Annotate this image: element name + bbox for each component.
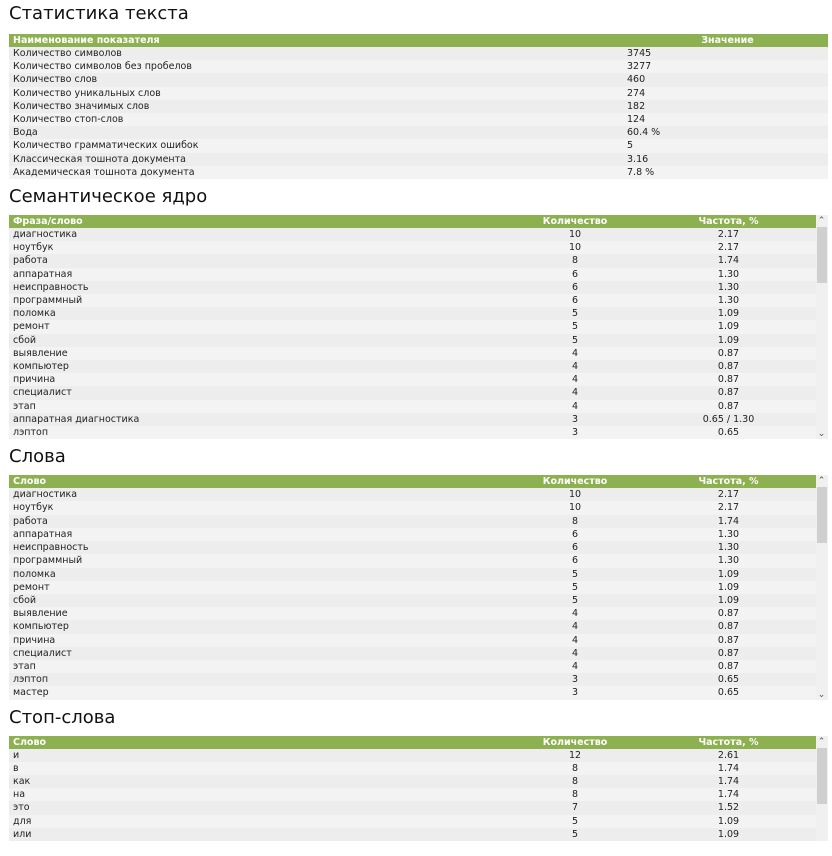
count-cell: 4: [571, 374, 579, 386]
frequency-cell: 1.30: [717, 555, 740, 567]
table-row: [9, 515, 816, 528]
count-cell: 8: [571, 515, 579, 527]
count-cell: 5: [571, 815, 579, 827]
count-cell: 12: [568, 749, 582, 761]
word-cell: и: [13, 749, 20, 761]
count-cell: 10: [568, 489, 582, 501]
words-title: Слова: [9, 446, 66, 468]
frequency-cell: 1.09: [717, 828, 740, 840]
stat-value: 274: [627, 87, 646, 99]
stat-name: Количество грамматических ошибок: [13, 140, 199, 152]
table-row: [9, 268, 816, 281]
count-cell: 6: [571, 542, 579, 554]
chevron-down-icon[interactable]: ⌄: [817, 429, 826, 440]
phrase-cell: выявление: [13, 347, 68, 359]
stopwords-scroll-area[interactable]: [9, 736, 828, 841]
word-cell: в: [13, 762, 19, 774]
stopwords-section: [9, 707, 828, 841]
word-cell: программный: [13, 555, 83, 567]
phrase-cell: диагностика: [13, 229, 78, 241]
stat-value: 124: [627, 114, 646, 126]
count-cell: 6: [571, 528, 579, 540]
stat-name: Количество символов: [13, 48, 122, 59]
phrase-cell: аппаратная: [13, 268, 73, 280]
stat-name: Количество слов: [13, 74, 98, 86]
frequency-cell: 1.74: [717, 789, 740, 801]
text-stats-table: [9, 34, 828, 179]
frequency-cell: 2.17: [717, 502, 740, 514]
table-row: [9, 594, 816, 607]
table-row: [9, 60, 828, 73]
table-row: [9, 501, 816, 514]
word-cell: поломка: [13, 568, 56, 580]
table-row: [9, 620, 816, 633]
word-cell: это: [13, 802, 30, 814]
count-cell: 4: [571, 361, 579, 373]
stat-name: Классическая тошнота документа: [13, 153, 186, 165]
chevron-down-icon[interactable]: ⌄: [817, 689, 826, 700]
table-row: [9, 775, 816, 788]
table-row: [9, 100, 828, 113]
table-row: [9, 528, 816, 541]
word-cell: или: [13, 828, 32, 840]
count-cell: 4: [571, 387, 579, 399]
count-cell: 5: [571, 594, 579, 606]
col-count-header: Количество: [542, 476, 608, 488]
col-count-header: Количество: [542, 216, 608, 228]
words-table: [9, 475, 816, 699]
count-cell: 4: [571, 400, 579, 412]
count-cell: 3: [571, 427, 579, 439]
count-cell: 3: [571, 674, 579, 686]
word-cell: на: [13, 789, 26, 801]
count-cell: 4: [571, 647, 579, 659]
frequency-cell: 1.30: [717, 528, 740, 540]
count-cell: 8: [571, 255, 579, 267]
table-row: [9, 647, 816, 660]
col-value-header: Значение: [701, 35, 754, 46]
col-word-header: Слово: [13, 736, 46, 748]
frequency-cell: 0.87: [717, 647, 740, 659]
count-cell: 5: [571, 334, 579, 346]
table-row: [9, 294, 816, 307]
table-row: [9, 320, 816, 333]
table-row: [9, 541, 816, 554]
frequency-cell: 1.74: [717, 255, 740, 267]
table-row: [9, 686, 816, 699]
semantic-core-section: [9, 186, 828, 439]
word-cell: работа: [13, 515, 48, 527]
count-cell: 10: [568, 229, 582, 241]
stat-value: 3745: [627, 48, 652, 59]
phrase-cell: аппаратная диагностика: [13, 413, 140, 425]
count-cell: 10: [568, 242, 582, 254]
stat-value: 460: [627, 74, 646, 86]
table-header: [9, 215, 816, 228]
word-cell: мастер: [13, 687, 49, 699]
word-cell: компьютер: [13, 621, 69, 633]
phrase-cell: компьютер: [13, 361, 69, 373]
table-row: [9, 400, 816, 413]
word-cell: диагностика: [13, 489, 78, 501]
count-cell: 8: [571, 789, 579, 801]
phrase-cell: лэптоп: [13, 427, 49, 439]
table-row: [9, 254, 816, 267]
table-row: [9, 228, 816, 241]
frequency-cell: 0.87: [717, 387, 740, 399]
table-header: [9, 475, 816, 488]
table-row: [9, 801, 816, 814]
chevron-up-icon[interactable]: ⌃: [817, 736, 826, 747]
col-name-header: Наименование показателя: [13, 35, 160, 46]
col-phrase-header: Фраза/слово: [13, 216, 83, 228]
phrase-cell: неисправность: [13, 281, 89, 293]
frequency-cell: 1.09: [717, 815, 740, 827]
table-row: [9, 347, 816, 360]
frequency-cell: 2.17: [717, 242, 740, 254]
frequency-cell: 1.52: [717, 802, 740, 814]
count-cell: 8: [571, 762, 579, 774]
phrase-cell: ноутбук: [13, 242, 54, 254]
table-row: [9, 426, 816, 439]
frequency-cell: 1.09: [717, 568, 740, 580]
phrase-cell: работа: [13, 255, 48, 267]
frequency-cell: 0.65: [717, 687, 740, 699]
phrase-cell: сбой: [13, 334, 37, 346]
semantic-core-table: [9, 215, 816, 439]
table-row: [9, 660, 816, 673]
stat-name: Количество уникальных слов: [13, 87, 161, 99]
table-row: [9, 554, 816, 567]
table-row: [9, 281, 816, 294]
table-row: [9, 73, 828, 86]
table-row: [9, 166, 828, 179]
table-header: [9, 34, 828, 47]
count-cell: 5: [571, 828, 579, 840]
word-cell: неисправность: [13, 542, 89, 554]
frequency-cell: 0.65 / 1.30: [702, 413, 755, 425]
stat-value: 60.4 %: [627, 127, 661, 139]
phrase-cell: этап: [13, 400, 36, 412]
count-cell: 4: [571, 621, 579, 633]
scrollbar-thumb[interactable]: [817, 487, 827, 543]
phrase-cell: ремонт: [13, 321, 50, 333]
count-cell: 8: [571, 775, 579, 787]
frequency-cell: 1.09: [717, 594, 740, 606]
text-stats-section: [9, 3, 828, 179]
count-cell: 10: [568, 502, 582, 514]
frequency-cell: 0.65: [717, 427, 740, 439]
stat-value: 3.16: [627, 153, 649, 165]
stopwords-title: Стоп-слова: [9, 706, 116, 728]
words-section: [9, 446, 828, 699]
word-cell: сбой: [13, 594, 37, 606]
count-cell: 4: [571, 660, 579, 672]
frequency-cell: 0.87: [717, 634, 740, 646]
count-cell: 5: [571, 308, 579, 320]
phrase-cell: поломка: [13, 308, 56, 320]
word-cell: ноутбук: [13, 502, 54, 514]
chevron-up-icon[interactable]: ⌃: [817, 476, 826, 487]
count-cell: 7: [571, 802, 579, 814]
frequency-cell: 0.65: [717, 674, 740, 686]
table-row: [9, 139, 828, 152]
phrase-cell: программный: [13, 295, 83, 307]
words-scroll-area[interactable]: [9, 475, 828, 699]
table-row: [9, 762, 816, 775]
word-cell: этап: [13, 660, 36, 672]
count-cell: 6: [571, 295, 579, 307]
frequency-cell: 1.30: [717, 542, 740, 554]
stat-name: Количество символов без пробелов: [13, 61, 192, 73]
word-cell: для: [13, 815, 32, 827]
frequency-cell: 0.87: [717, 400, 740, 412]
word-cell: как: [13, 775, 31, 787]
stopwords-table: [9, 736, 816, 841]
frequency-cell: 1.30: [717, 281, 740, 293]
table-row: [9, 360, 816, 373]
phrase-cell: специалист: [13, 387, 72, 399]
table-row: [9, 673, 816, 686]
count-cell: 6: [571, 555, 579, 567]
table-row: [9, 607, 816, 620]
scrollbar-thumb[interactable]: [817, 227, 827, 283]
word-cell: причина: [13, 634, 56, 646]
count-cell: 4: [571, 608, 579, 620]
chevron-up-icon[interactable]: ⌃: [817, 216, 826, 227]
frequency-cell: 0.87: [717, 361, 740, 373]
word-cell: специалист: [13, 647, 72, 659]
table-row: [9, 788, 816, 801]
count-cell: 3: [571, 687, 579, 699]
frequency-cell: 1.09: [717, 334, 740, 346]
count-cell: 3: [571, 413, 579, 425]
frequency-cell: 2.17: [717, 489, 740, 501]
word-cell: выявление: [13, 608, 68, 620]
frequency-cell: 1.09: [717, 581, 740, 593]
table-row: [9, 386, 816, 399]
semantic-core-title: Семантическое ядро: [9, 186, 208, 208]
word-cell: ремонт: [13, 581, 50, 593]
stat-value: 3277: [627, 61, 652, 73]
scrollbar-thumb[interactable]: [817, 748, 827, 804]
word-cell: лэптоп: [13, 674, 49, 686]
frequency-cell: 1.74: [717, 775, 740, 787]
frequency-cell: 0.87: [717, 347, 740, 359]
semantic-core-scroll-area[interactable]: [9, 215, 828, 439]
stat-value: 5: [627, 140, 634, 152]
table-row: [9, 373, 816, 386]
table-row: [9, 113, 828, 126]
table-row: [9, 87, 828, 100]
stat-name: Вода: [13, 127, 38, 139]
col-freq-header: Частота, %: [698, 736, 759, 748]
col-count-header: Количество: [542, 736, 608, 748]
count-cell: 4: [571, 634, 579, 646]
word-cell: аппаратная: [13, 528, 73, 540]
table-row: [9, 241, 816, 254]
frequency-cell: 0.87: [717, 621, 740, 633]
col-freq-header: Частота, %: [698, 476, 759, 488]
table-header: [9, 736, 816, 749]
table-row: [9, 634, 816, 647]
table-row: [9, 749, 816, 762]
table-row: [9, 413, 816, 426]
count-cell: 4: [571, 347, 579, 359]
count-cell: 6: [571, 268, 579, 280]
count-cell: 5: [571, 568, 579, 580]
frequency-cell: 1.74: [717, 762, 740, 774]
scrollbar[interactable]: [816, 736, 828, 841]
frequency-cell: 1.09: [717, 321, 740, 333]
table-row: [9, 126, 828, 139]
stat-value: 182: [627, 100, 646, 112]
table-row: [9, 153, 828, 166]
frequency-cell: 1.74: [717, 515, 740, 527]
table-row: [9, 334, 816, 347]
table-row: [9, 488, 816, 501]
frequency-cell: 1.09: [717, 308, 740, 320]
count-cell: 5: [571, 321, 579, 333]
table-row: [9, 47, 828, 60]
frequency-cell: 2.61: [717, 749, 740, 761]
table-row: [9, 828, 816, 841]
frequency-cell: 2.17: [717, 229, 740, 241]
table-row: [9, 568, 816, 581]
stat-name: Количество значимых слов: [13, 100, 150, 112]
phrase-cell: причина: [13, 374, 56, 386]
frequency-cell: 1.30: [717, 295, 740, 307]
stat-value: 7.8 %: [627, 166, 655, 178]
table-row: [9, 307, 816, 320]
table-row: [9, 581, 816, 594]
frequency-cell: 0.87: [717, 608, 740, 620]
col-word-header: Слово: [13, 476, 46, 488]
stat-name: Академическая тошнота документа: [13, 166, 195, 178]
scrollbar[interactable]: [816, 215, 828, 439]
frequency-cell: 0.87: [717, 660, 740, 672]
scrollbar[interactable]: [816, 475, 828, 699]
col-freq-header: Частота, %: [698, 216, 759, 228]
table-row: [9, 815, 816, 828]
text-stats-title: Статистика текста: [9, 3, 189, 24]
frequency-cell: 1.30: [717, 268, 740, 280]
frequency-cell: 0.87: [717, 374, 740, 386]
count-cell: 6: [571, 281, 579, 293]
count-cell: 5: [571, 581, 579, 593]
stat-name: Количество стоп-слов: [13, 114, 124, 126]
